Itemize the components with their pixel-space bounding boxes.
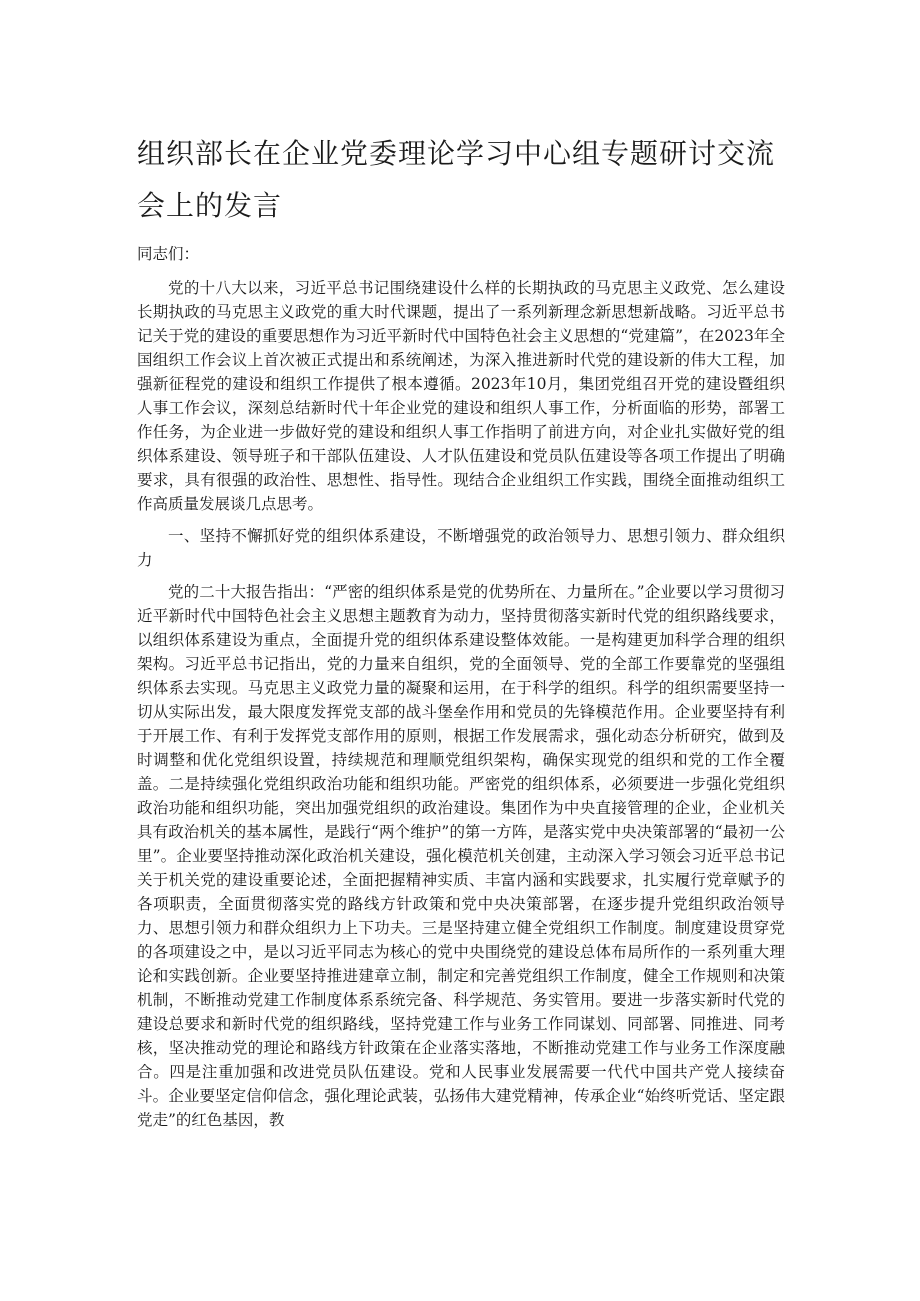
document-page	[137, 128, 785, 1140]
greeting: 同志们：	[137, 245, 200, 263]
document-title: 组织部长在企业党委理论学习中心组专题研讨交流会上的发言	[137, 137, 776, 222]
paragraph-intro: 党的十八大以来，习近平总书记围绕建设什么样的长期执政的马克思主义政党、怎么建设长期执政的马克思主义政党的重大时代课题，提出了一系列新理念新思想新战略。习近平总书记关于党的建设的重要思想作为习近平新时代中国特色社会主义思想的“党建篇”，在2023年全国组织工作会议上首次被正式提出和系统阐述，为深入推进新时代党的建设新的伟大工程，加强新征程党的建设和组织工作提供了根本遵循。2023年10月，集团党组召开党的建设暨组织人事工作会议，深刻总结新时代十年企业党的建设和组织人事工作，分析面临的形势，部署工作任务，为企业进一步做好党的建设和组织人事工作指明了前进方向，对企业扎实做好党的组织体系建设、领导班子和干部队伍建设、人才队伍建设和党员队伍建设等各项工作提出了明确要求，具有很强的政治性、思想性、指导性。现结合企业组织工作实践，围绕全面推动组织工作高质量发展谈几点思考。	[137, 279, 785, 513]
section-heading-1: 一、坚持不懈抓好党的组织体系建设，不断增强党的政治领导力、思想引领力、群众组织力	[137, 527, 785, 569]
paragraph-section-1: 党的二十大报告指出：“严密的组织体系是党的优势所在、力量所在。”企业要以学习贯彻习近平新时代中国特色社会主义思想主题教育为动力，坚持贯彻落实新时代党的组织路线要求，以组织体系建设为重点，全面提升党的组织体系建设整体效能。一是构建更加科学合理的组织架构。习近平总书记指出，党的力量来自组织，党的全面领导、党的全部工作要靠党的坚强组织体系去实现。马克思主义政党力量的凝聚和运用，在于科学的组织。科学的组织需要坚持一切从实际出发，最大限度发挥党支部的战斗堡垒作用和党员的先锋模范作用。企业要坚持有利于开展工作、有利于发挥党支部作用的原则，根据工作发展需求，强化动态分析研究，做到及时调整和优化党组织设置，持续规范和理顺党组织架构，确保实现党的组织和党的工作全覆盖。二是持续强化党组织政治功能和组织功能。严密党的组织体系，必须要进一步强化党组织政治功能和组织功能，突出加强党组织的政治建设。集团作为中央直接管理的企业，企业机关具有政治机关的基本属性，是践行“两个维护”的第一方阵，是落实党中央决策部署的“最初一公里”。企业要坚持推动深化政治机关建设，强化模范机关创建，主动深入学习领会习近平总书记关于机关党的建设重要论述，全面把握精神实质、丰富内涵和实践要求，扎实履行党章赋予的各项职责，全面贯彻落实党的路线方针政策和党中央决策部署，在逐步提升党组织政治领导力、思想引领力和群众组织力上下功夫。三是坚持建立健全党组织工作制度。制度建设贯穿党的各项建设之中，是以习近平同志为核心的党中央围绕党的建设总体布局所作的一系列重大理论和实践创新。企业要坚持推进建章立制，制定和完善党组织工作制度，健全工作规则和决策机制，不断推动党建工作制度体系系统完备、科学规范、务实管用。要进一步落实新时代党的建设总要求和新时代党的组织路线，坚持党建工作与业务工作同谋划、同部署、同推进、同考核，坚决推动党的理论和路线方针政策在企业落实落地，不断推动党建工作与业务工作深度融合。四是注重加强和改进党员队伍建设。党和人民事业发展需要一代代中国共产党人接续奋斗。企业要坚定信仰信念，强化理论武装，弘扬伟大建党精神，传承企业“始终听党话、坚定跟党走”的红色基因，教	[137, 583, 785, 1129]
